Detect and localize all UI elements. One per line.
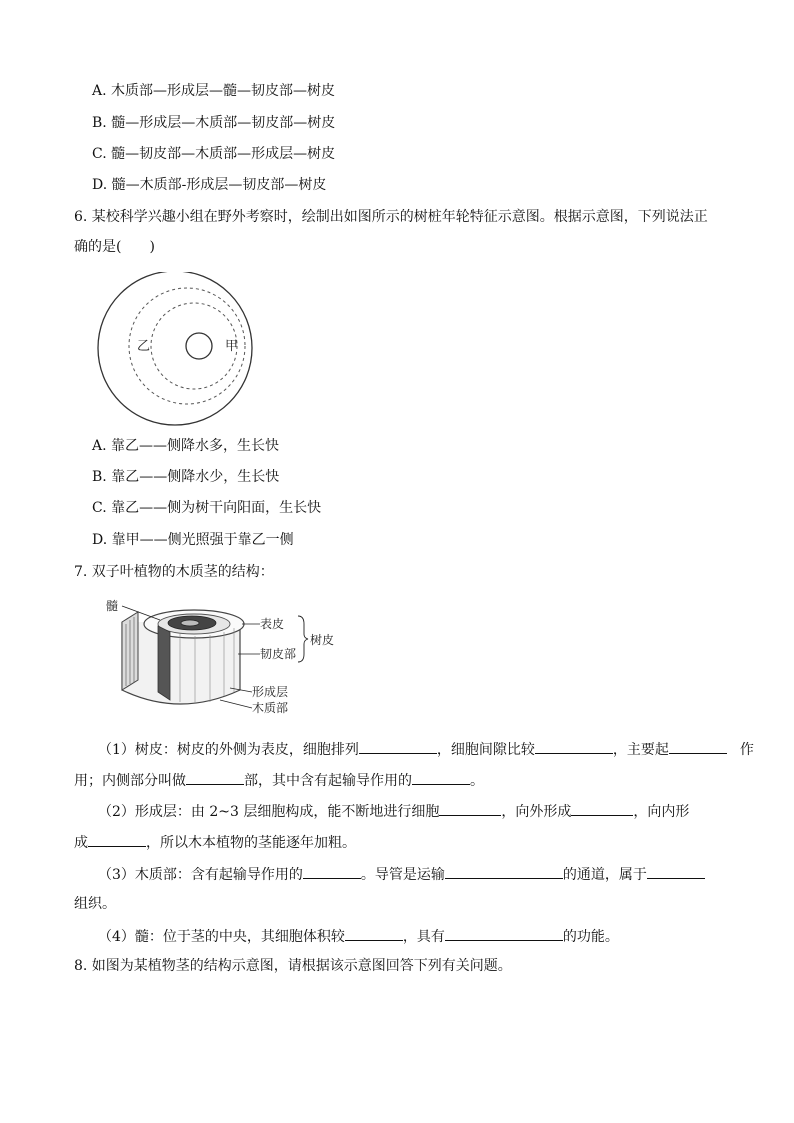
q7-p1-text-a: （1）树皮：树皮的外侧为表皮，细胞排列 bbox=[98, 742, 359, 758]
q7-p1-text-d: 作 bbox=[739, 742, 754, 758]
pith-circle bbox=[186, 333, 212, 359]
q7-part3-line2: 组织。 bbox=[74, 896, 116, 912]
q7-p3-text-a: （3）木质部：含有起输导作用的 bbox=[98, 867, 303, 883]
label-yi: 乙 bbox=[137, 339, 151, 354]
label-phloem: 韧皮部 bbox=[260, 647, 297, 661]
q7-p1-text-e: 用；内侧部分叫做 bbox=[74, 773, 186, 789]
answer-blank[interactable] bbox=[88, 832, 146, 847]
q6-option-c: C. 靠乙——侧为树干向阳面，生长快 bbox=[92, 500, 322, 516]
q7-p4-text-a: （4）髓：位于茎的中央，其细胞体积较 bbox=[98, 929, 345, 945]
q5-option-d: D. 髓—木质部-形成层—韧皮部—树皮 bbox=[92, 177, 327, 193]
q7-p3-text-b: 。导管是运输 bbox=[360, 867, 445, 883]
label-cambium: 形成层 bbox=[252, 685, 289, 699]
q7-p2-text-c: ，向内形 bbox=[633, 804, 690, 820]
answer-blank[interactable] bbox=[345, 926, 403, 941]
answer-blank[interactable] bbox=[186, 770, 244, 785]
q7-part3-line1 bbox=[98, 864, 705, 884]
label-bark: 树皮 bbox=[310, 633, 335, 647]
answer-blank[interactable] bbox=[647, 864, 705, 879]
label-jia: 甲 bbox=[225, 339, 239, 354]
q7-p3-text-c: 的通道，属于 bbox=[562, 867, 647, 883]
q7-part2-line2 bbox=[74, 832, 356, 852]
q5-option-c: C. 髓—韧皮部—木质部—形成层—树皮 bbox=[92, 146, 336, 162]
q7-p2-text-e: ，所以木本植物的茎能逐年加粗。 bbox=[146, 835, 356, 851]
answer-blank[interactable] bbox=[303, 864, 361, 879]
answer-blank[interactable] bbox=[535, 739, 613, 754]
q7-part1-line2 bbox=[74, 770, 484, 790]
q7-p1-text-g: 。 bbox=[470, 773, 484, 789]
tree-ring-diagram bbox=[90, 272, 260, 432]
q7-part1-line1 bbox=[98, 739, 754, 759]
stem-cut-face bbox=[158, 626, 170, 700]
q7-p1-text-f: 部，其中含有起输导作用的 bbox=[244, 773, 412, 789]
q5-option-b: B. 髓—形成层—木质部—韧皮部—树皮 bbox=[92, 115, 336, 131]
answer-blank[interactable] bbox=[571, 801, 633, 816]
label-pith: 髓 bbox=[106, 599, 119, 613]
q7-p4-text-c: 的功能。 bbox=[562, 929, 619, 945]
answer-blank[interactable] bbox=[445, 864, 563, 879]
q7-stem: 7. 双子叶植物的木质茎的结构： bbox=[74, 564, 274, 580]
q7-p4-text-b: ，具有 bbox=[402, 929, 445, 945]
label-epidermis: 表皮 bbox=[260, 617, 285, 631]
q7-p1-text-c: ，主要起 bbox=[612, 742, 669, 758]
q6-stem-line2: 确的是( ) bbox=[74, 239, 155, 255]
q7-p2-text-a: （2）形成层：由 2~3 层细胞构成，能不断地进行细胞 bbox=[98, 804, 440, 820]
answer-blank[interactable] bbox=[445, 926, 563, 941]
q7-part4-line bbox=[98, 926, 619, 946]
q6-option-b: B. 靠乙——侧降水少，生长快 bbox=[92, 469, 280, 485]
q6-option-a: A. 靠乙——侧降水多，生长快 bbox=[92, 438, 280, 454]
stem-top-pith bbox=[181, 620, 199, 626]
q6-option-d: D. 靠甲——侧光照强于靠乙一侧 bbox=[92, 532, 294, 548]
q7-p2-text-d: 成 bbox=[74, 835, 88, 851]
q7-p1-text-b: ，细胞间隙比较 bbox=[436, 742, 535, 758]
label-xylem: 木质部 bbox=[252, 701, 289, 715]
q6-stem-line1: 6. 某校科学兴趣小组在野外考察时，绘制出如图所示的树桩年轮特征示意图。根据示意图，下列说法正 bbox=[74, 209, 708, 225]
answer-blank[interactable] bbox=[669, 739, 727, 754]
woody-stem-diagram bbox=[100, 592, 350, 722]
q8-stem: 8. 如图为某植物茎的结构示意图，请根据该示意图回答下列有关问题。 bbox=[74, 958, 512, 974]
q5-option-a: A. 木质部—形成层—髓—韧皮部—树皮 bbox=[92, 83, 336, 99]
answer-blank[interactable] bbox=[439, 801, 501, 816]
q7-p2-text-b: ，向外形成 bbox=[501, 804, 572, 820]
q7-part2-line1 bbox=[98, 801, 689, 821]
answer-blank[interactable] bbox=[359, 739, 437, 754]
answer-blank[interactable] bbox=[412, 770, 470, 785]
